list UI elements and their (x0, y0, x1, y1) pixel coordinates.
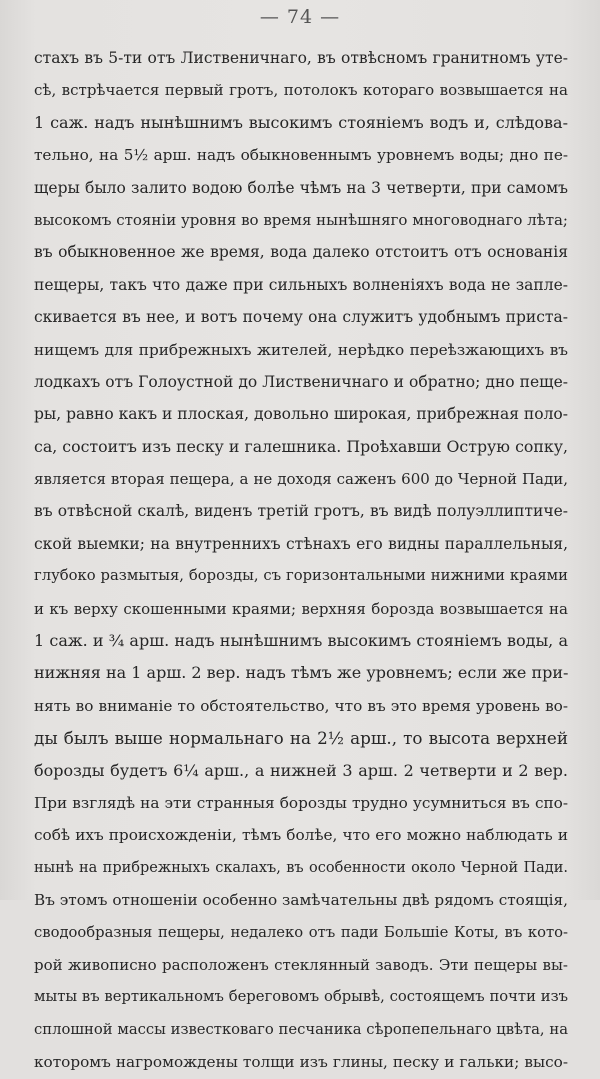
text-line: стахъ въ 5-ти отъ Лиственичнаго, въ отвѣсномъ гранитномъ уте- (34, 49, 568, 67)
page-number-header: — 74 — (259, 6, 341, 28)
text-line: въ отвѣсной скалѣ, виденъ третій гротъ, въ видѣ полуэллиптиче- (34, 502, 568, 521)
text-line: щеры было залито водою болѣе чѣмъ на 3 четверти, при самомъ (34, 178, 568, 197)
text-line: и къ верху скошенными краями; верхняя борозда возвышается на (34, 599, 568, 618)
text-line: 1 саж. и ¾ арш. надъ нынѣшнимъ высокимъ стояніемъ воды, а (34, 631, 568, 651)
body-text (34, 42, 568, 1079)
text-line: нять во вниманіе то обстоятельство, что въ это время уровень во- (34, 696, 568, 715)
text-line: тельно, на 5½ арш. надъ обыкновеннымъ уровнемъ воды; дно пе- (34, 146, 568, 165)
text-line: въ обыкновенное же время, вода далеко отстоитъ отъ основанія (34, 243, 568, 262)
text-line: скивается въ нее, и вотъ почему она служитъ удобнымъ приста- (34, 308, 568, 327)
text-line: 1 саж. надъ нынѣшнимъ высокимъ стояніемъ водъ и, слѣдова- (34, 112, 568, 132)
text-line: ды былъ выше нормальнаго на 2½ арш., то высота верхней (34, 728, 568, 749)
text-line: нынѣ на прибрежныхъ скалахъ, въ особенности около Черной Пади. (34, 859, 568, 876)
text-line: сводообразныя пещеры, недалеко отъ пади Большіе Коты, въ кото- (34, 923, 568, 941)
text-line: ры, равно какъ и плоская, довольно широкая, прибрежная поло- (34, 405, 568, 424)
text-line: собѣ ихъ происхожденіи, тѣмъ болѣе, что его можно наблюдать и (34, 826, 568, 845)
text-line: высокомъ стояніи уровня во время нынѣшняго многоводнаго лѣта; (34, 210, 568, 229)
text-line: мыты въ вертикальномъ береговомъ обрывѣ, состоящемъ почти изъ (34, 988, 568, 1006)
text-line: пещеры, такъ что даже при сильныхъ волненіяхъ вода не запле- (34, 275, 568, 294)
text-line: является вторая пещера, а не доходя саженъ 600 до Черной Пади, (34, 470, 568, 489)
text-line: нижняя на 1 арш. 2 вер. надъ тѣмъ же уровнемъ; если же при- (34, 663, 568, 683)
text-line: са, состоитъ изъ песку и галешника. Проѣхавши Острую сопку, (34, 436, 568, 456)
text-line: которомъ нагромождены толщи изъ глины, песку и гальки; высо- (34, 1053, 568, 1072)
text-line: борозды будетъ 6¼ арш., а нижней 3 арш. 2 четверти и 2 вер. (34, 760, 568, 780)
text-line: рой живописно расположенъ стеклянный заводъ. Эти пещеры вы- (34, 955, 568, 974)
text-line: ской выемки; на внутреннихъ стѣнахъ его видны параллельныя, (34, 534, 568, 553)
text-line: сѣ, встрѣчается первый гротъ, потолокъ котораго возвышается на (34, 81, 568, 100)
text-line: Въ этомъ отношеніи особенно замѣчательны двѣ рядомъ стоящія, (34, 891, 568, 910)
text-line: нищемъ для прибрежныхъ жителей, нерѣдко переѣзжающихъ въ (34, 340, 568, 359)
text-line: сплошной массы известковаго песчаника сѣропепельнаго цвѣта, на (34, 1020, 568, 1038)
text-line: глубоко размытыя, борозды, съ горизонтальными нижними краями (34, 567, 568, 585)
text-line: лодкахъ отъ Голоустной до Лиственичнаго и обратно; дно пеще- (34, 372, 568, 391)
text-line: При взглядѣ на эти странныя борозды трудно усумниться въ спо- (34, 793, 568, 812)
